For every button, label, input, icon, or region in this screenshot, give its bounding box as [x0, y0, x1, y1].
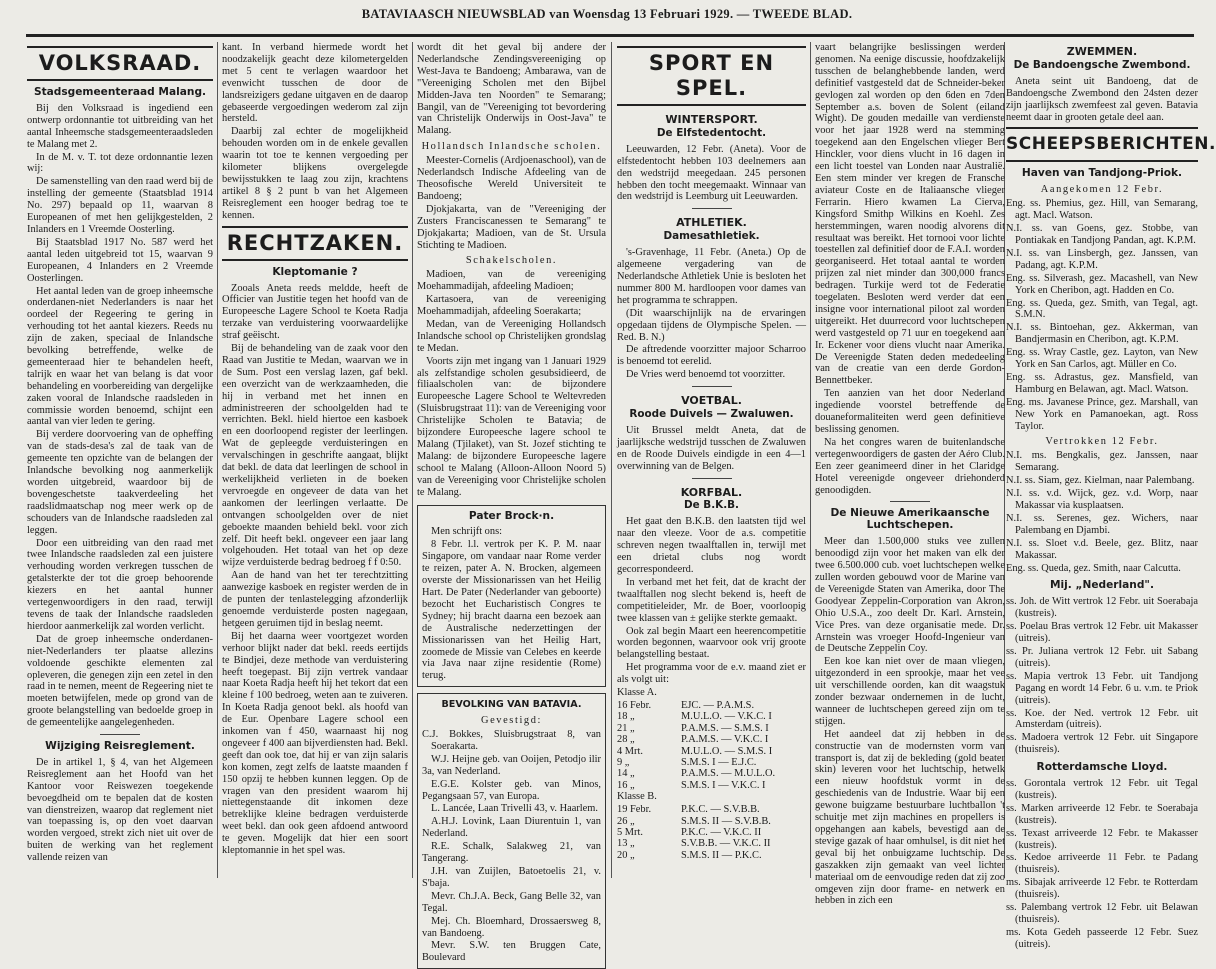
article-paragraph: Daarbij zal echter de mogelijkheid behouden worden om in de enkele gevallen waarin tot toe te kennen vergoeding per kilometer blijkens overgelegde bewijsstukken te laag zou zijn, krachtens artikel 8 § 2 punt b van het Algemeen Reisreglement een hooger bedrag toe te kennen. [222, 126, 408, 221]
ship-entry: Eng. ms. Javanese Prince, gez. Marshall, van New York en Pamanoekan, agt. Ross Taylor. [1006, 396, 1198, 432]
ship-entry: ss. Koe. der Ned. vertrok 12 Febr. uit Amsterdam (uitreis). [1006, 707, 1198, 731]
ship-entry: ss. Palembang vertrok 12 Febr. uit Belawan (thuisreis). [1006, 902, 1198, 925]
column-6 [1006, 42, 1216, 950]
ship-entry: ss. Marken arriveerde 12 Febr. te Soerabaja (kustreis). [1006, 802, 1198, 826]
article-paragraph: Djokjakarta, van de "Vereeniging der Zusters Franciscanessen te Semarang" te Djokjakarta; Madioen, van de St. Ursula Stichting te Madioen. [417, 203, 606, 251]
list-item: Mej. Ch. Bloemhard, Drossaersweg 8, van Bandoeng. [422, 915, 601, 939]
article-paragraph: Madioen, van de vereeniging Moehammadijah, afdeeling Madioen; [417, 269, 606, 293]
match-row [617, 816, 806, 827]
match-row [617, 838, 806, 849]
match-teams: S.M.S. II — S.V.B.B. [681, 815, 771, 827]
match-teams: EJC. — P.A.M.S. [681, 699, 755, 711]
ship-entry: ss. Mapia vertrok 13 Febr. uit Tandjong Pagang en wordt 14 Febr. 6 u. v.m. te Priok (uitreis). [1006, 670, 1198, 706]
article-paragraph: In de M. v. T. tot deze ordonnantie lezen wij: [27, 151, 213, 175]
column-5 [815, 42, 1005, 907]
match-date: 20 „ [617, 849, 635, 861]
article-title: Stadsgemeenteraad Malang. [33, 86, 207, 98]
article-paragraph: De in artikel 1, § 4, van het Algemeen Reisreglement aan het Hoofd van het Kantoor voor Reiswezen toegekende bevoegdheid om te bepalen dat de kosten van dienstreizen, waarop dat reglement niet van toepassing is, op den voet daarvan worden vergoed, strekt zich niet uit over de buiten de werking van het reglement vallende reizen van [27, 756, 213, 864]
match-row [617, 746, 806, 757]
ship-entry: ss. Madoera vertrok 12 Febr. uit Singapore (thuisreis). [1006, 732, 1198, 756]
ship-entry: ss. Joh. de Witt vertrok 12 Febr. uit Soerabaja (kustreis). [1006, 596, 1198, 620]
match-row [617, 711, 806, 722]
list-item: Mevr. S.W. ten Bruggen Cate, Boulevard [422, 940, 601, 964]
list-item: C.J. Bokkes, Sluisbrugstraat 8, van Soerakarta. [422, 729, 601, 752]
article-paragraph: Meester-Cornelis (Ardjoenaschool), van de Nederlandsch Indische Afdeeling van de Theosofische Wereld Universiteit te Bandoeng; [417, 155, 606, 202]
section-heading-scheepsberichten: SCHEEPSBERICHTEN. [1006, 127, 1198, 162]
match-teams: P.A.M.S. — M.U.L.O. [681, 768, 776, 780]
sub-heading: Gevestigd: [480, 715, 543, 727]
column-rule [412, 42, 413, 878]
divider [692, 386, 732, 387]
article-paragraph: vaart belangrijke beslissingen werden genomen. Na eenige discussie, hoofdzakelijk tusschen de belanghebbende landen, werd definitief vastgesteld dat de Schneider-beker gevlogen zal worden op den 6den en 7den September a.s. boven de Solent (eiland Wight). De gouden medaille van verdienste voor het jaar 1928 werd na stemming toegekend aan den Engelschen vlieger Bert Hinckler, voor diens vlucht in 16 dagen in een licht toestel van Londen naar Australië. Een stem minder ver kregen de Fransche aviateur Coste en de Italiaansche vlieger Ferrarin. Hiero kwamen La Cierva, Kingsford Smithp Wilkins en Koehl. Zes herstemmingen, waren noodig alvorens dit resultaat was bereikt. Het tornooi voor lichte toestellen zal definitief door de F.A.I. worden georganiseerd. Het totaal aantal te worden prijzen zal niet minder dan 300,000 francs bedragen. Turkije werd tot de Federatie toegelaten. Besloten werd verder dat een insigne voor international piloot zal worden uitgereikt. Het duurrecord voor luchtschepen werd vastgesteld op 71 uur en toegekend aan Ir. Eckener voor diens vlucht naar Amerika. De Vereenigde Staten deden mededeeling van de creatie van een derde Gordon-Bennettbeker. [815, 42, 1005, 387]
ship-entry: N.I. ss. van Linsbergh, gez. Janssen, van Padang, agt. K.P.M. [1006, 247, 1198, 271]
match-row [617, 734, 806, 745]
article-paragraph: Bij verdere doorvoering van de opheffing van de stads-desa's zal de taak van de gemeente ten opzichte van de belangen der Inlandsche bevolking nog aanmerkelijk worden uitgebreid, waardoor bij de bovengeschetste taakverdeeling het raadslidmaatschap nog meer werk op de schouders van de Inlandsche raadsleden zal leggen. [27, 429, 213, 536]
article-title: Roode Duivels — Zwaluwen. [629, 408, 794, 421]
match-date: 26 „ [617, 815, 635, 827]
article-paragraph: Bij den Volksraad is ingediend een ontwerp ordonnantie tot uitbreiding van het aantal Inheemsche stadsgemeenteraadsleden te Malang met 2. [27, 102, 213, 150]
match-teams: S.M.S. I — E.J.C. [681, 757, 757, 768]
match-date: 28 „ [617, 734, 635, 746]
list-item: J.H. van Zuijlen, Batoetoelis 21, v. S'baja. [422, 866, 601, 889]
ship-entry: N.I. ss. Sloet v.d. Beele, gez. Blitz, naar Makassar. [1006, 537, 1198, 561]
sub-heading: Hollandsch Inlandsche scholen. [421, 141, 602, 153]
match-teams: P.K.C. — V.K.C. II [681, 826, 762, 838]
match-row [617, 700, 806, 711]
article-title: Haven van Tandjong-Priok. [1021, 167, 1183, 180]
ship-entry: N.I. ss. Serenes, gez. Wichers, naar Palembang en Djambi. [1006, 512, 1198, 536]
divider [692, 208, 732, 209]
match-row [617, 804, 806, 815]
match-date: 16 „ [617, 779, 635, 791]
match-teams: M.U.L.O. — S.M.S. I [681, 745, 773, 757]
column-4 [617, 42, 806, 878]
article-paragraph: De Vries werd benoemd tot voorzitter. [626, 369, 786, 381]
article-paragraph: Het gaat den B.K.B. den laatsten tijd wel naar den vleeze. Voor de a.s. competitie schreven negen twaalftallen in, terwijl met een drietal clubs nog wordt gecorrespondeerd. [617, 516, 806, 575]
article-paragraph: Leeuwarden, 12 Febr. (Aneta). Voor de elfstedentocht hebben 103 deelnemers aan den wedstrijd meegedaan. 245 personen hebben den tocht meegemaakt. Winnaar van den wedstrijd is Leemburg uit Leeuwarden. [617, 143, 806, 203]
list-item: W.J. Heijne geb. van Ooijen, Petodjo ilir 3a, van Nederland. [422, 753, 601, 777]
article-paragraph: (Dit waarschijnlijk na de ervaringen opgedaan tijdens de Olympische Spelen. — Red. B. N.) [617, 307, 806, 343]
boxed-article [417, 505, 606, 688]
sub-heading: Vertrokken 12 Febr. [1045, 436, 1159, 448]
article-title: Mij. „Nederland". [1050, 579, 1154, 592]
column-rule [611, 42, 612, 878]
ship-entry: Eng. ss. Queda, gez. Smith, naar Calcutta. [1006, 562, 1181, 574]
match-date: 5 Mrt. [617, 826, 643, 838]
article-paragraph: Aneta seint uit Bandoeng, dat de Bandoengsche Zwembond den 24sten dezer zijn jaarlijksch zwemfeest zal geven. Batavia neemt daar in grooten getale deel aan. [1006, 75, 1198, 123]
section-title: ATHLETIEK. [676, 216, 747, 230]
article-title: De B.K.B. [683, 499, 740, 512]
list-item: Mevr. Ch.J.A. Beck, Gang Belle 32, van Tegal. [422, 890, 601, 914]
boxed-article [417, 693, 606, 969]
match-row [617, 780, 806, 791]
column-rule [810, 42, 811, 878]
section-title: KORFBAL. [680, 485, 743, 499]
match-teams: P.A.M.S. — S.M.S. I [681, 722, 769, 734]
article-title: Wijziging Reisreglement. [45, 740, 195, 753]
match-date: 14 „ [617, 768, 635, 780]
match-teams: M.U.L.O. — V.K.C. I [681, 711, 772, 723]
sub-heading: Schakelscholen. [465, 255, 558, 267]
article-paragraph: Ook zal begin Maart een heerencompetitie worden begonnen, waarvoor ook vrij groote belangstelling bestaat. [617, 625, 806, 661]
article-paragraph: Uit Brussel meldt Aneta, dat de jaarlijksche wedstrijd tusschen de Zwaluwen en de Roode Duivels eindigde in een 4—1 overwinning van de Belgen. [617, 424, 806, 472]
match-date: 13 „ [617, 838, 635, 850]
article-paragraph: Bij Staatsblad 1917 No. 587 werd het aantal leden uitgebreid tot 15, waarvan 9 Europeanen, 4 Inlanders en 2 Vreemde Oosterlingen. [27, 236, 213, 284]
sub-heading: Aangekomen 12 Febr. [1040, 184, 1164, 196]
article-paragraph: De aftredende voorzitter majoor Scharroo is benoemd tot eerelid. [617, 344, 806, 368]
match-row [617, 768, 806, 779]
ship-entry: N.I. ss. Bintoehan, gez. Akkerman, van Bandjermasin en Cheribon, agt. K.P.M. [1006, 322, 1198, 346]
list-item: R.E. Schalk, Salakweg 21, van Tangerang. [422, 841, 601, 865]
ship-entry: ss. Texast arriveerde 12 Febr. te Makasser (kustreis). [1006, 827, 1198, 851]
article-paragraph: 8 Febr. l.l. vertrok per K. P. M. naar Singapore, om vandaar naar Rome verder te reizen, pater A. N. Brocken, algemeen overste der Missionarissen van het Heilig Hart. De Pater (Nederlander van geboorte) bezocht het Eucharistisch Congres te Sydney; hij bracht daarna een bezoek aan de Australische nederzettingen der Missionarissen van het Heilig Hart, zoomede de Missie van Celebes en keerde via Java naar zijne residentie (Rome) terug. [422, 539, 601, 682]
list-item: A.H.J. Lovink, Laan Diurentuin 1, van Nederland. [422, 816, 601, 840]
article-title: Damesathletiek. [663, 230, 760, 243]
section-title: WINTERSPORT. [665, 113, 758, 126]
match-teams: P.K.C. — S.V.B.B. [681, 804, 760, 816]
article-paragraph: 's-Gravenhage, 11 Febr. (Aneta.) Op de algemeene vergadering van de Nederlandsche Athletiek Unie is besloten het nummer 800 M. hardloopen voor dames van het programma te schrappen. [617, 247, 806, 306]
klasse-label: Klasse A. [617, 687, 657, 699]
section-title: VOETBAL. [681, 394, 742, 408]
ship-entry: N.I. ss. Siam, gez. Kielman, naar Palembang. [1006, 475, 1195, 487]
match-teams: S.M.S. I — V.K.C. I [681, 779, 766, 791]
ship-entry: N.I. ms. Bengkalis, gez. Janssen, naar Semarang. [1006, 450, 1198, 474]
article-paragraph: Zooals Aneta reeds meldde, heeft de Officier van Justitie tegen het hoofd van de Europeesche Lagere School te Koeta Radja terzake van verduistering voorwaardelijke straf geëischt. [222, 282, 408, 342]
section-heading-sport: SPORT EN SPEL. [617, 46, 806, 106]
ship-entry: ss. Kedoe arriveerde 11 Febr. te Padang (thuisreis). [1006, 852, 1198, 876]
column-rule [217, 42, 218, 878]
match-row [617, 757, 806, 768]
ship-entry: N.I. ss. van Goens, gez. Stobbe, van Pontiakak en Tandjong Pandan, agt. K.P.M. [1006, 223, 1198, 246]
match-date: 4 Mrt. [617, 745, 643, 757]
match-teams: P.A.M.S. — V.K.C. I [681, 734, 769, 746]
section-heading-rechtzaken: RECHTZAKEN. [222, 226, 408, 261]
ship-entry: Eng. ss. Wray Castle, gez. Layton, van New York en San Carlos, agt. Müller en Co. [1006, 347, 1198, 371]
article-paragraph: Voorts zijn met ingang van 1 Januari 1929 als zelfstandige scholen gesubsidieerd, de filiaalscholen van: de bijzondere Europeesche Lagere School te Weltevreden (Sluisbrugstraat 11): van de Vereeniging voor Christelijke Scholen te Batavia; de bijzondere Europeesche lagere school te Malang (Tjilaket), van St. Jozef stichting te Malang: de bijzondere Europeesche lagere school te Malang (Alloon-Alloon Noord 5) van de Vereeniging voor Christelijke scholen te Malang. [417, 355, 607, 498]
divider [890, 501, 930, 502]
article-paragraph: De samenstelling van den raad werd bij de instelling der gemeente (Staatsblad 1914 No. 297) bepaald op 11, waarvan 8 Europeanen of met hen gelijkgestelden, 2 Inlanders en 1 Vreemde Oosterling. [27, 176, 213, 235]
article-paragraph: Medan, van de Vereeniging Hollandsch Inlandsche school op Christelijken grondslag te Medan. [417, 318, 606, 354]
ship-entry: ss. Gorontala vertrok 12 Febr. uit Tegal (kustreis). [1006, 778, 1198, 801]
article-paragraph: Het aantal leden van de groep inheemsche onderdanen-niet Nederlanders is naar het oordeel der Regeering te gering in verhouding tot het aantal kiezers. Reeds nu zijn de zaken, speciaal de Inlandsche bevolking betreffende, welke de gemeenteraad hier te behandelen heeft, talrijk en waar het van belang is dat voor behandeling en voorbereiding van dergelijke zaken vooral de Inlandsche raadsleden in commissie worden benoemd, schijnt een aantal van vier leden te gering. [27, 285, 213, 428]
ship-entry: Eng. ss. Queda, gez. Smith, van Tegal, agt. S.M.N. [1006, 297, 1198, 321]
article-paragraph: Na het congres waren de buitenlandsche vertegenwoordigers de gasten der Aéro Club. Een zeer geanimeerd diner in het Claridge Hotel vereenigde ongeveer driehonderd genoodigden. [815, 436, 1005, 496]
match-teams: S.M.S. II — P.K.C. [681, 849, 762, 861]
article-paragraph: kant. In verband hiermede wordt het noodzakelijk geacht deze kilometergelden met 5 cent te verlagen waardoor het evenwicht tusschen de door de landsreizigers gedane uitgaven en de daarop gebaseerde vergoedingen wederom zal zijn hersteld. [222, 42, 408, 125]
list-item: E.G.E. Kolster geb. van Minos, Pegangsaan 57, van Europa. [422, 778, 601, 802]
match-date: 19 Febr. [617, 804, 652, 816]
match-row [617, 723, 806, 734]
article-paragraph: Bij de behandeling van de zaak voor den Raad van Justitie te Medan, waarvan we in de Sum. Post een verslag lazen, gaf bekl. een overzicht van de werkzaamheden, die hij in verband met het innen en administreeren der schoolgelden had te verrichten. Bekl. hield hiertoe een kasboek en een doorloopend register der leerlingen. Wat de gepleegde verduisteringen en vervalschingen in geschrifte aangaat, blijkt dat bekl. de data dat leerlingen de school in werkelijkheid verlieten in de boeken vervroegde en ongeveer de data van het aankomen der leerlingen verlaatte. De ontvangen schoolgelden over de niet geboekte maanden behield bekl. voor zich zelf. Dit heeft bekl. ongeveer een jaar lang volgehouden. Het totaal van het op deze wijze verduisterde bedrag bedroeg f f 0:50. [222, 343, 408, 569]
article-paragraph: Kartasoera, van de vereeniging Moehammadijah, afdeeling Soerakarta; [417, 294, 606, 318]
ship-entry: ms. Sibajak arriveerde 12 Febr. te Rotterdam (thuisreis). [1006, 877, 1198, 901]
match-date: 16 Febr. [617, 699, 652, 711]
list-item: L. Lancée, Laan Trivelli 43, v. Haarlem. [431, 803, 598, 815]
article-paragraph: Men schrijft ons: [431, 526, 502, 538]
article-paragraph: Meer dan 1.500,000 stuks vee zullen benoodigd zijn voor het maken van elk der twee 6.500.000 cub. voet luchtschepen welke zullen worden gebouwd voor de Marine van de Vereenigde Staten van Amerika, door The Goodyear Zeppelin-Corporation van Akron, Ohio U.S.A., zoo deelt Dr. Karl. Arnstein, Vice Pres. van deze organisatie mede. Dr. Arnstein was vroeger Hoofd-Ingenieur van de Deutsche Zeppelin Coy. [815, 536, 1005, 655]
ship-entry: Eng. ss. Silverash, gez. Macashell, van New York en Cheribon, agt. Hadden en Co. [1006, 272, 1198, 296]
column-1 [27, 42, 213, 878]
ship-entry: N.I. ss. v.d. Wijck, gez. v.d. Worp, naar Makassar via kusplaatsen. [1006, 488, 1198, 511]
article-paragraph: Het programma voor de e.v. maand ziet er als volgt uit: [617, 662, 806, 686]
match-date: 9 „ [617, 757, 630, 768]
column-3 [417, 42, 607, 964]
article-paragraph: Het aandeel dat zij hebben in de constructie van de modernsten vorm van transport is, dat zij de bekleding (gold beater skin) leveren voor het luchtschip, hetwelk een nieuw hoofdstuk vormt in de geschiedenis van de Industrie. Waar bij een gewone buigzame bestuurbare luchtballon 't schuitje met zijn machines en propellers is opgehangen aan kabels, bevestigd aan de stevige gazak of haar omhulsel, is dit niet het geval bij het onbuigzame luchtschip. De gaszakken zijn gemaakt van veel lichter materiaal om de eenvoudige reden dat zij zoo omgeven zijn door frame- en netwerk en hebben in zich een [815, 728, 1005, 907]
match-teams: S.V.B.B. — V.K.C. II [681, 838, 771, 850]
article-paragraph: Dat de groep inheemsche onderdanen-niet-Nederlanders ter plaatse allezins voldoende geschikte elementen zal opleveren, die genegen zijn een zetel in den raad in te nemen, meent de Regeering niet te moeten betwijfelen, mede op grond van de groote belangstelling van bedoelde groep in de gemeentelijke aangelegenheden. [27, 633, 213, 729]
divider [100, 734, 140, 735]
article-paragraph: wordt dit het geval bij andere der Nederlandsche Zendingsvereeniging op West-Java te Bandoeng; Ambarawa, van de "Vereeniging Scholen met den Bijbel Midden-Java ten Noorden" te Semarang; Bangil, van de "Vereeniging tot bevordering van Christelijk Onderwijs in Oost-Java" te Malang. [417, 42, 606, 137]
ship-entry: ss. Poelau Bras vertrok 12 Febr. uit Makasser (uitreis). [1006, 621, 1198, 645]
divider [692, 478, 732, 479]
article-title: De Elfstedentocht. [656, 126, 767, 139]
ship-entry: Eng. ss. Phemius, gez. Hill, van Semarang, agt. Macl. Watson. [1006, 198, 1198, 222]
ship-entry: ss. Pr. Juliana vertrok 12 Febr. uit Sabang (uitreis). [1006, 645, 1198, 669]
match-date: 21 „ [617, 722, 635, 734]
article-title: De Bandoengsche Zwembond. [1013, 58, 1191, 71]
column-2 [222, 42, 408, 878]
ship-entry: ms. Kota Gedeh passeerde 12 Febr. Suez (uitreis). [1006, 926, 1198, 950]
article-paragraph: Door een uitbreiding van den raad met twee Inlandsche raadsleden zal een juistere verhouding worden verkregen tusschen de getalsterkte der tot die groep behoorende kiezers en het aantal hunner vertegenwoordigers in den raad, terwijl tevens de taak der Inlandsche raadsleden hierdoor aanmerkelijk zal worden verlicht. [27, 537, 213, 632]
article-title: BEVOLKING VAN BATAVIA. [441, 699, 582, 711]
article-title: Rotterdamsche Lloyd. [1036, 761, 1168, 774]
article-paragraph: Een koe kan niet over de maan vliegen, uitgezonderd in een sprookje, maar het vee uit verschillende oorden, kan dit waagstuk zonder bezwaar ondernemen in de lucht, wanneer de luchtschepen gereed zijn om te stijgen. [815, 656, 1005, 727]
article-title: Kleptomanie ? [272, 265, 358, 278]
article-paragraph: Bij het daarna weer voortgezet worden verhoor blijkt nader dat bekl. reeds eertijds te Bindjei, deze methode van verduistering heeft toegepast. Bij zijn vertrek vandaar naar Koeta Radja heeft hij het tekort dat een kleine f 100 bedroeg, weten aan te zuiveren. In Koeta Radja genoot bekl. als hoofd van de Eur. Openbare Lagere school een inkomen van f 450, waarnaast hij nog ongeveer f 400 aan bijverdiensten had. Bekl. geeft dan ook toe, dat hij er van zijn salaris kon komen, zegt zelfs de laatste maanden f 150 opzij te hebben kunnen leggen. Op de vragen van den president waarom hij niettegenstaande dit inkomen deze betreklijke kleine bedragen verduisterde weet bekl. dan ook geen afdoend antwoord te geven. Mogelijk dat hier een soort kleptomannie in het spel was. [222, 630, 408, 857]
article-paragraph: Aan de hand van het ter terechtzitting aanwezige kasboek en register werden de in de punten der tenlastelegging afzonderlijk genoemde verduisterde posten nagegaan, hetgeen geruimen tijd in beslag neemt. [222, 570, 408, 629]
klasse-label: Klasse B. [617, 791, 657, 803]
ship-entry: Eng. ss. Adrastus, gez. Mansfield, van Hamburg en Belawan, agt. Macl. Watson. [1006, 371, 1198, 395]
match-date: 18 „ [617, 711, 635, 723]
article-title: Pater Brock·n. [468, 509, 555, 522]
section-heading-volksraad: VOLKSRAAD. [27, 46, 213, 81]
match-row [617, 827, 806, 838]
article-paragraph: In verband met het feit, dat de kracht der twaalftallen nog slecht bekend is, heeft de competitieleider, Mr. de Boer, voorloopig twee klassen van ± gelijke sterkte gemaakt. [617, 576, 806, 624]
article-paragraph: Ten aanzien van het door Nederland ingediende voorstel betreffende de douaneformaliteiten werd geen definitieve beslissing genomen. [815, 388, 1005, 435]
masthead: BATAVIAASCH NIEUWSBLAD van Woensdag 13 Februari 1929. — TWEEDE BLAD. [361, 7, 853, 21]
article-title: De Nieuwe Amerikaansche Luchtschepen. [830, 507, 990, 532]
top-rule [26, 34, 1194, 37]
match-row [617, 850, 806, 861]
section-title: ZWEMMEN. [1066, 45, 1138, 58]
